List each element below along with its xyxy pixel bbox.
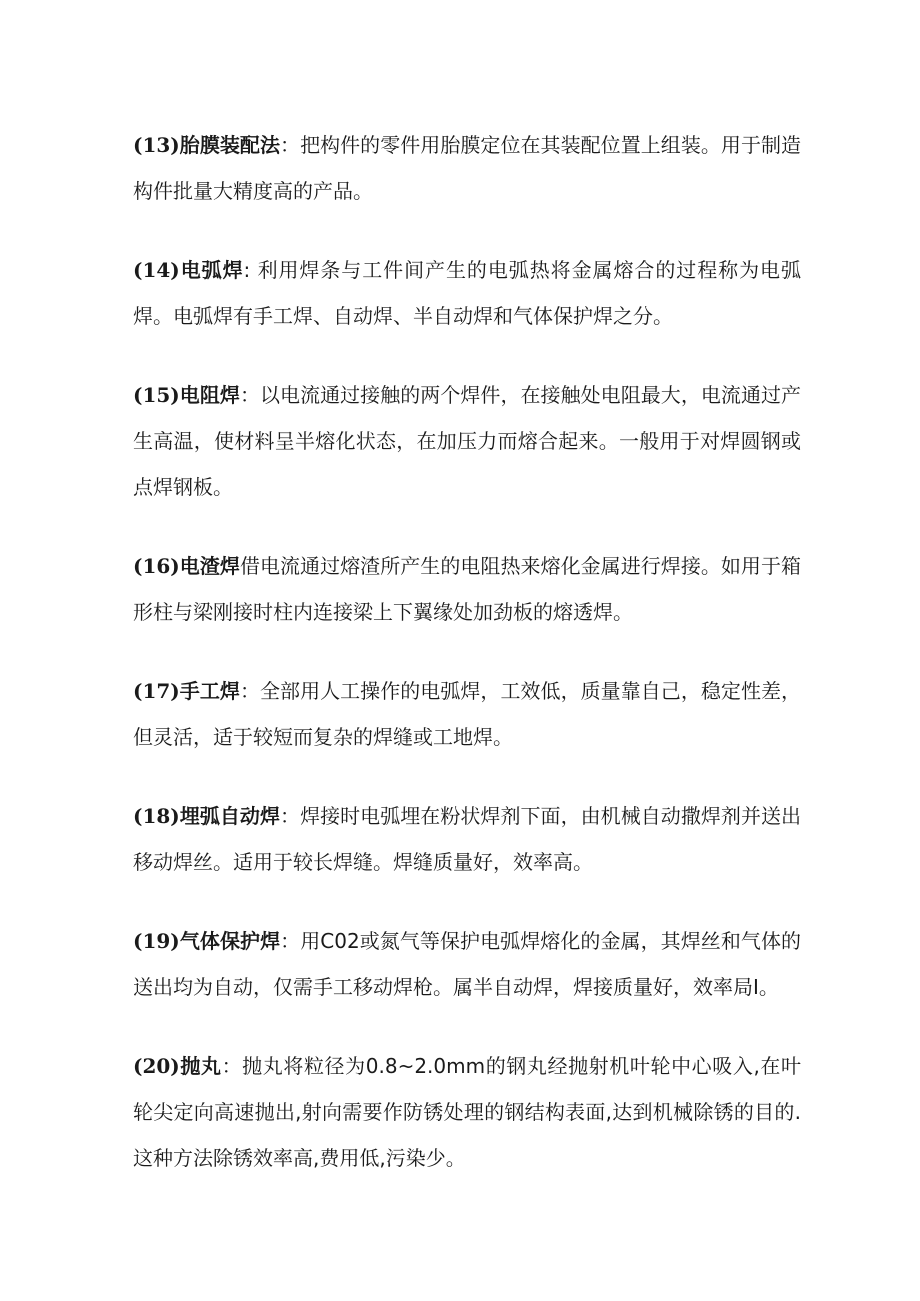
entry-14 — [133, 247, 801, 339]
entry-18 — [133, 793, 801, 885]
entry-term: 电阻焊 — [179, 383, 240, 407]
entry-term: 胎膜装配法 — [179, 133, 281, 157]
entry-separator: ： — [239, 383, 260, 407]
entry-number: (16) — [133, 554, 180, 578]
entry-term: 气体保护焊 — [179, 929, 281, 953]
entry-term: 电弧焊 — [179, 258, 244, 282]
entry-text: 焊接时电弧埋在粉状焊剂下面，由机械自动撒焊剂并送出移动焊丝。适用于较长焊缝。焊缝质量好，效率高。 — [133, 804, 802, 874]
document-body — [133, 122, 801, 1214]
entry-text: 利用焊条与工件间产生的电弧热将金属熔合的过程称为电弧焊。电弧焊有手工焊、自动焊、半自动焊和气体保护焊之分。 — [133, 258, 801, 328]
entry-19 — [133, 918, 801, 1010]
entry-text: 全部用人工操作的电弧焊，工效低，质量靠自己，稳定性差，但灵活，适于较短而复杂的焊缝或工地焊。 — [133, 679, 802, 749]
entry-separator: ： — [280, 929, 301, 953]
entry-term: 手工焊 — [179, 679, 240, 703]
entry-number: (15) — [133, 383, 180, 407]
entry-13 — [133, 122, 801, 214]
entry-17 — [133, 668, 801, 760]
entry-term: 抛丸 — [179, 1054, 222, 1078]
entry-number: (19) — [133, 929, 180, 953]
entry-16 — [133, 543, 801, 635]
entry-term: 埋弧自动焊 — [179, 804, 281, 828]
entry-15 — [133, 372, 801, 510]
entry-20 — [133, 1043, 801, 1181]
entry-text: 借电流通过熔渣所产生的电阻热来熔化金属进行焊接。如用于箱形柱与梁刚接时柱内连接梁上下翼缘处加劲板的熔透焊。 — [133, 554, 802, 624]
entry-number: (18) — [133, 804, 180, 828]
entry-separator: ： — [221, 1054, 243, 1078]
entry-number: (13) — [133, 133, 180, 157]
entry-text: 把构件的零件用胎膜定位在其装配位置上组装。用于制造构件批量大精度高的产品。 — [133, 133, 802, 203]
entry-separator: : — [243, 258, 258, 282]
entry-text: 抛丸将粒径为0.8~2.0mm的钢丸经抛射机叶轮中心吸入,在叶轮尖定向高速抛出,射向需要作防锈处理的钢结构表面,达到机械除锈的目的.这种方法除锈效率高,费用低,污染少。 — [133, 1054, 802, 1170]
entry-number: (17) — [133, 679, 180, 703]
entry-separator: ： — [239, 679, 260, 703]
entry-term: 电渣焊 — [179, 554, 240, 578]
entry-number: (20) — [133, 1054, 180, 1078]
entry-number: (14) — [133, 258, 180, 282]
entry-separator: ： — [280, 133, 301, 157]
entry-text: 以电流通过接触的两个焊件，在接触处电阻最大，电流通过产生高温，使材料呈半熔化状态，在加压力而熔合起来。一般用于对焊圆钢或点焊钢板。 — [133, 383, 802, 499]
entry-text: 用C02或氮气等保护电弧焊熔化的金属，其焊丝和气体的送出均为自动，仅需手工移动焊枪。属半自动焊，焊接质量好，效率局I。 — [133, 929, 802, 999]
entry-separator: ： — [280, 804, 301, 828]
